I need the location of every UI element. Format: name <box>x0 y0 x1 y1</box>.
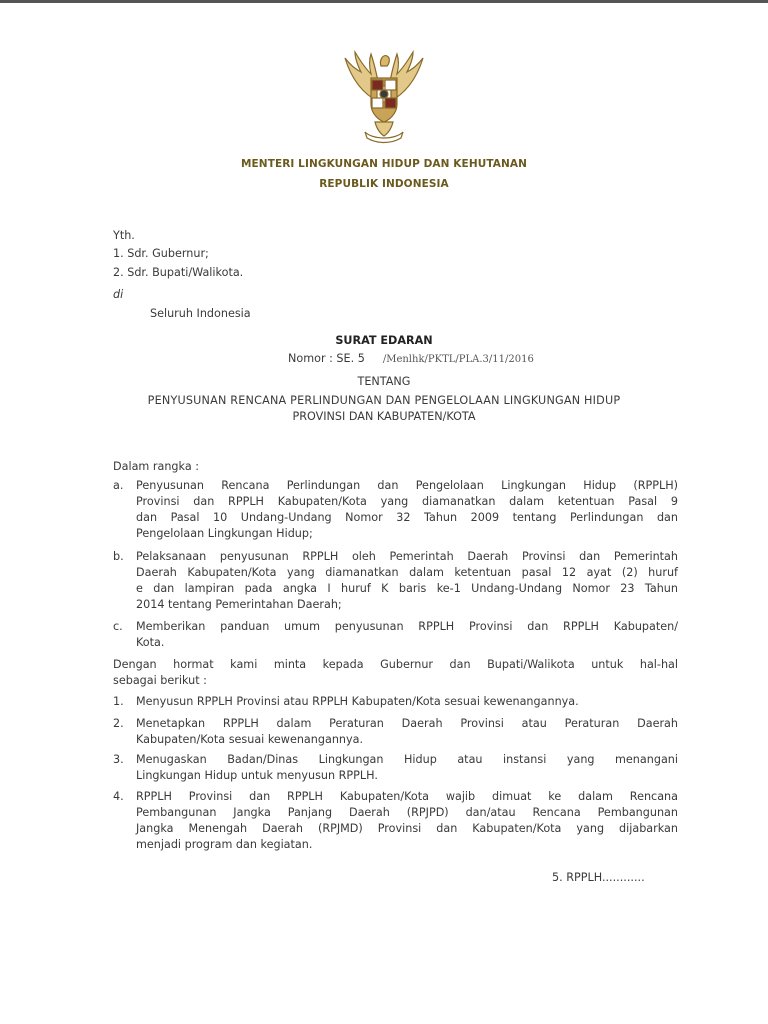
nomor-code: /Menlhk/PKTL/PLA.3/11/2016 <box>382 354 534 365</box>
garuda-emblem-icon <box>331 44 437 150</box>
request-paragraph <box>113 657 678 689</box>
country-name: REPUBLIK INDONESIA <box>319 178 449 190</box>
text-line: e dan lampiran pada angka I huruf K baris ke-1 Undang-Undang Nomor 23 Tahun <box>136 582 678 595</box>
text-line: Menugaskan Badan/Dinas Lingkungan Hidup atau instansi yang menangani <box>136 753 678 766</box>
document-title: SURAT EDARAN <box>335 334 433 347</box>
text-line: Jangka Menengah Daerah (RPJMD) Provinsi dan Kabupaten/Kota yang dijabarkan <box>136 822 678 835</box>
subject-line-1: PENYUSUNAN RENCANA PERLINDUNGAN DAN PENGELOLAAN LINGKUNGAN HIDUP <box>147 394 621 407</box>
text-line: 2014 tentang Pemerintahan Daerah; <box>136 598 342 611</box>
text-line: Penyusunan Rencana Perlindungan dan Pengelolaan Lingkungan Hidup (RPPLH) <box>136 479 678 492</box>
addressee-place: Seluruh Indonesia <box>150 307 251 320</box>
item-1-text <box>136 694 678 710</box>
item-2-text <box>136 716 678 748</box>
tentang-label: TENTANG <box>357 375 411 388</box>
text-line: menjadi program dan kegiatan. <box>136 838 313 851</box>
text-line: Menyusun RPPLH Provinsi atau RPPLH Kabupaten/Kota sesuai kewenangannya. <box>136 695 579 708</box>
ministry-name: MENTERI LINGKUNGAN HIDUP DAN KEHUTANAN <box>240 158 528 170</box>
text-line: Lingkungan Hidup untuk menyusun RPPLH. <box>136 769 378 782</box>
item-a-marker: a. <box>113 479 124 492</box>
subject-line-2: PROVINSI DAN KABUPATEN/KOTA <box>292 410 476 423</box>
text-line: Memberikan panduan umum penyusunan RPPLH Provinsi dan RPPLH Kabupaten/ <box>136 620 678 633</box>
continuation-marker: 5. RPPLH............ <box>552 871 645 884</box>
item-3-marker: 3. <box>113 753 124 766</box>
document-number <box>288 351 534 368</box>
intro-text: Dalam rangka : <box>113 460 199 473</box>
addressee-2: 2. Sdr. Bupati/Walikota. <box>113 266 244 279</box>
item-b-text <box>136 549 678 613</box>
text-line: RPPLH Provinsi dan RPPLH Kabupaten/Kota wajib dimuat ke dalam Rencana <box>136 790 678 803</box>
scan-top-border <box>0 0 768 3</box>
text-line: Provinsi dan RPPLH Kabupaten/Kota yang diamanatkan dalam ketentuan Pasal 9 <box>136 495 678 508</box>
nomor-prefix: Nomor : SE. 5 <box>288 352 365 365</box>
item-4-marker: 4. <box>113 790 124 803</box>
text-line: sebagai berikut : <box>113 674 207 687</box>
item-4-text <box>136 789 678 853</box>
item-1-marker: 1. <box>113 695 124 708</box>
item-b-marker: b. <box>113 550 124 563</box>
item-a-text <box>136 478 678 542</box>
text-line: Kota. <box>136 636 165 649</box>
text-line: dan Pasal 10 Undang-Undang Nomor 32 Tahun 2009 tentang Perlindungan dan <box>136 511 678 524</box>
text-line: Pelaksanaan penyusunan RPPLH oleh Pemerintah Daerah Provinsi dan Pemerintah <box>136 550 678 563</box>
item-2-marker: 2. <box>113 717 124 730</box>
salutation: Yth. <box>113 229 135 242</box>
item-c-text <box>136 619 678 651</box>
text-line: Kabupaten/Kota sesuai kewenangannya. <box>136 733 364 746</box>
addressee-1: 1. Sdr. Gubernur; <box>113 247 209 260</box>
text-line: Pengelolaan Lingkungan Hidup; <box>136 527 313 540</box>
text-line: Pembangunan Jangka Panjang Daerah (RPJPD) dan/atau Rencana Pembangunan <box>136 806 678 819</box>
item-3-text <box>136 752 678 784</box>
text-line: Daerah Kabupaten/Kota yang diamanatkan dalam ketentuan pasal 12 ayat (2) huruf <box>136 566 678 579</box>
text-line: Dengan hormat kami minta kepada Gubernur dan Bupati/Walikota untuk hal-hal <box>113 658 678 671</box>
addressee-di: di <box>113 288 124 301</box>
item-c-marker: c. <box>113 620 123 633</box>
text-line: Menetapkan RPPLH dalam Peraturan Daerah Provinsi atau Peraturan Daerah <box>136 717 678 730</box>
